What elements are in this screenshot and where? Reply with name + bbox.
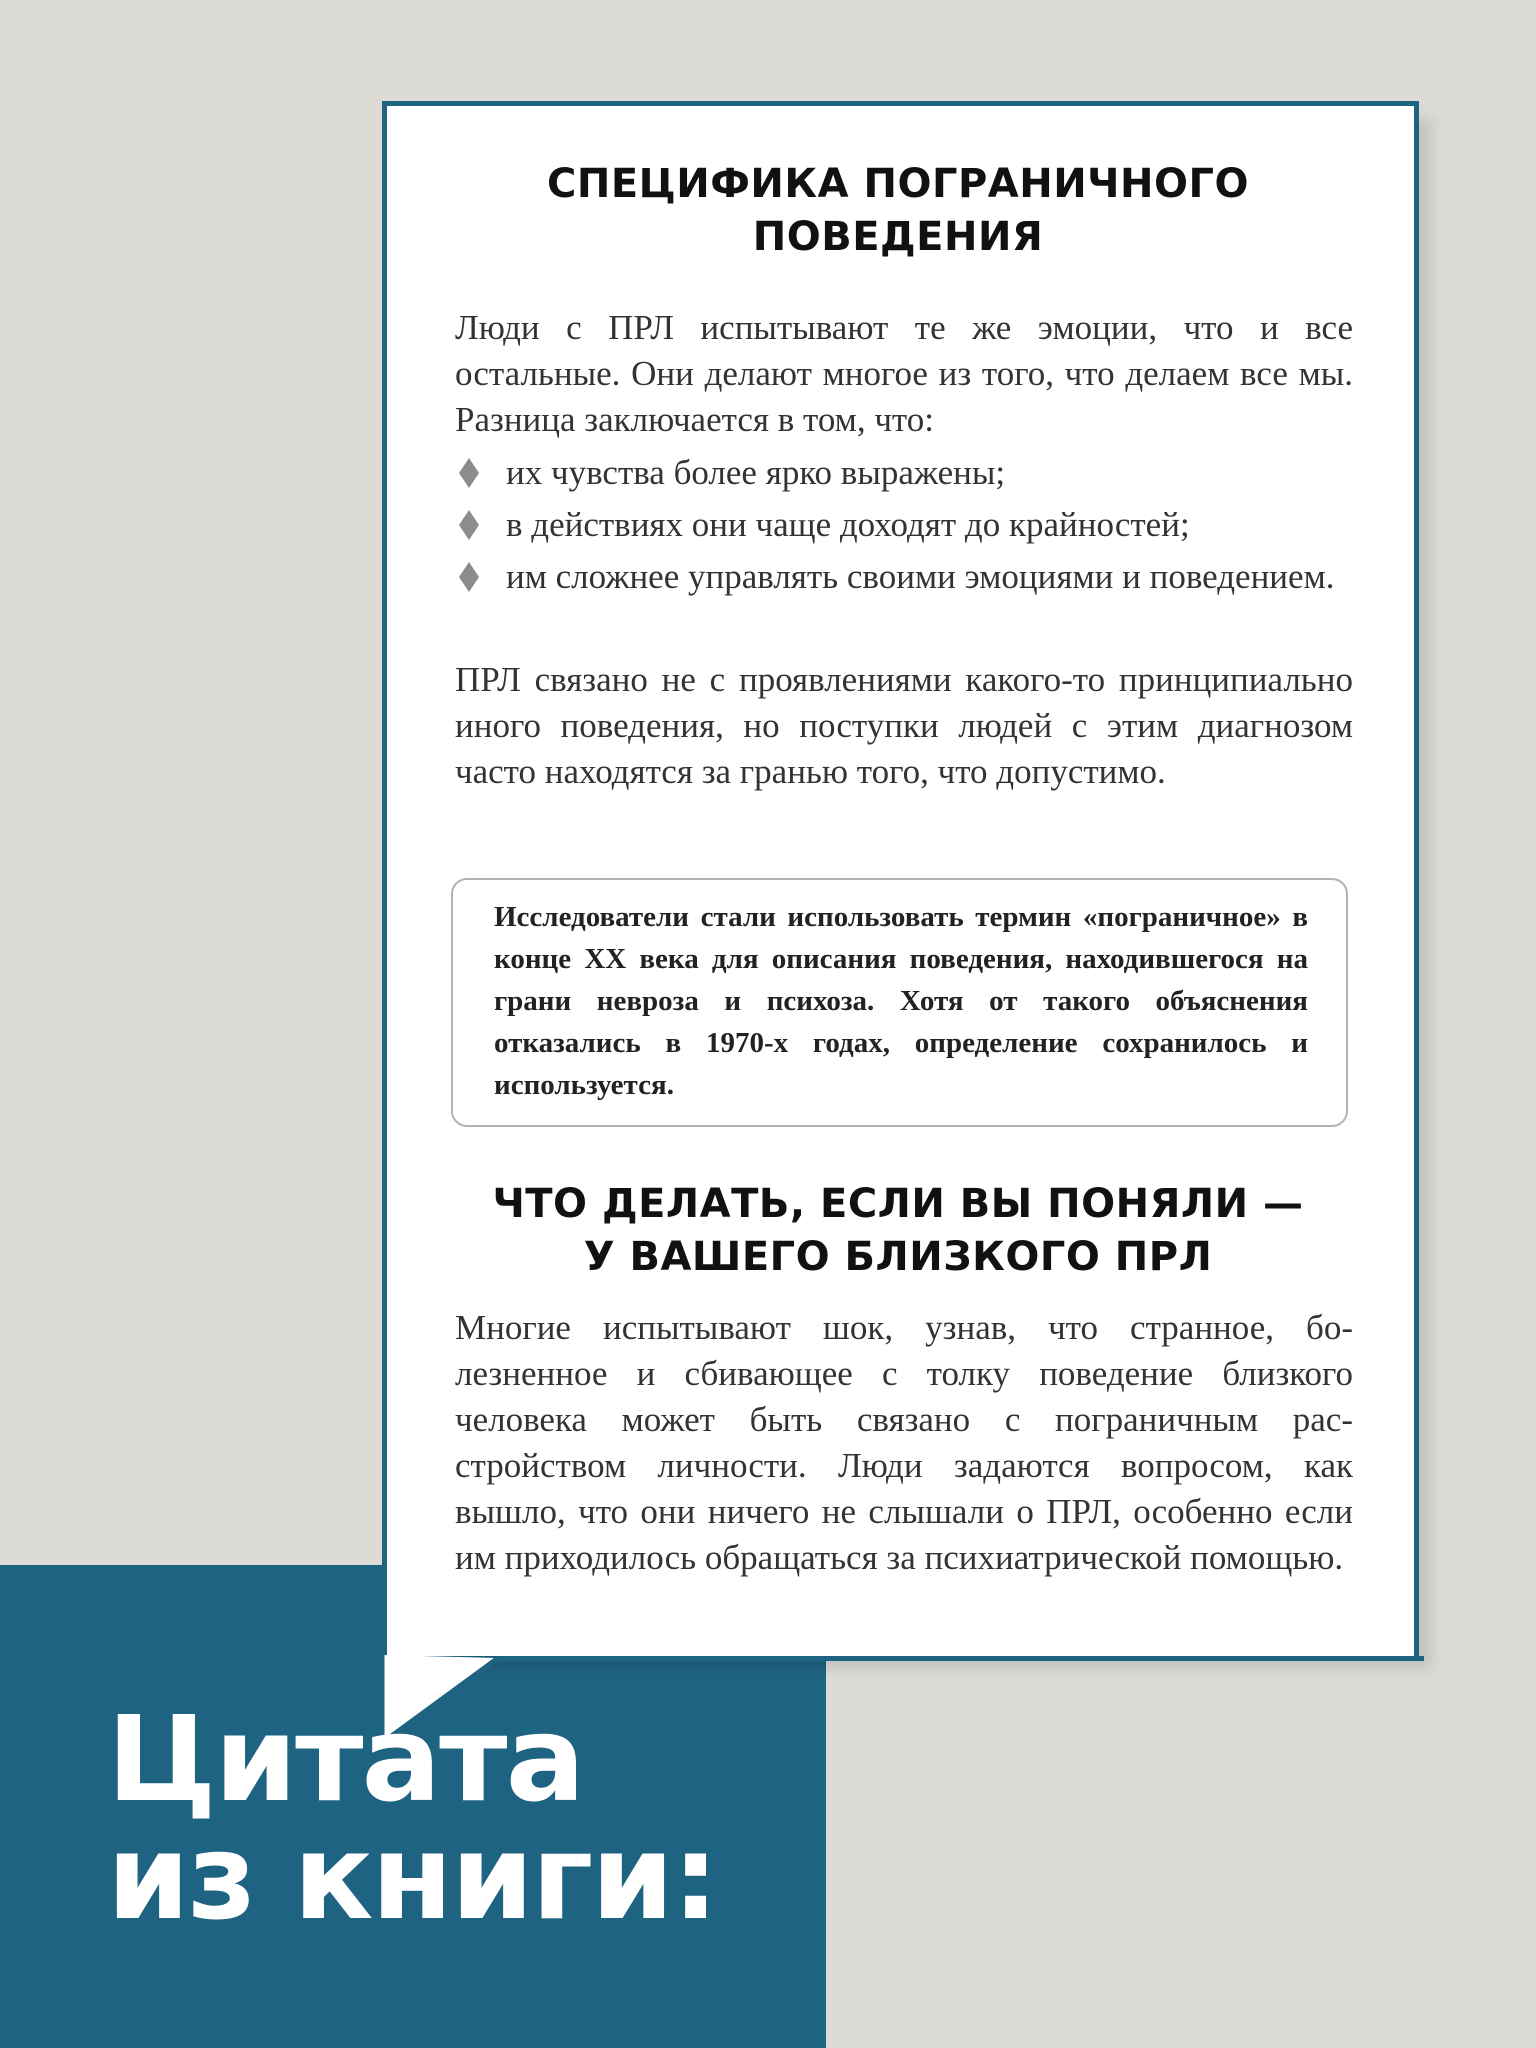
list-item-text: их чувства более ярко выражены; (506, 453, 1006, 492)
body-paragraph: ПРЛ связано не с проявлениями какого-то принципиально иного поведения, но поступки людей с этим диагнозом часто находятся за гранью того, что допустимо. (455, 660, 1353, 791)
list-item (455, 450, 1353, 496)
card-bottom-border (495, 1656, 1424, 1661)
section-heading-specifics (398, 158, 1398, 264)
list-item-text: им сложнее управлять своими эмоциями и поведением. (506, 557, 1335, 596)
diamond-bullet-icon (459, 510, 479, 540)
diamond-bullet-icon (459, 562, 479, 592)
body-paragraph: Многие испытывают шок, узнав, что странное, болезненное и сбивающее с толку поведение близкого человека может быть связано с пограничным расстройством личности. Люди задаются вопросом, как вышло, что они ничего не слышали о ПРЛ, особенно если им приходилось обращаться за психиатрической помощью. (455, 1308, 1353, 1577)
differences-list (455, 450, 1353, 606)
list-item (455, 554, 1353, 600)
heading-line: ПОВЕДЕНИЯ (752, 214, 1044, 260)
note-text: Исследователи стали использовать термин «пограничное» в конце XX века для описания поведения, находившегося на грани невроза и психоза. Хотя от такого объяснения отказались в 1970-х годах, определение сохранилось и используется. (494, 901, 1308, 1101)
caption-line: из книги: (107, 1808, 718, 1946)
heading-line: СПЕЦИФИКА ПОГРАНИЧНОГО (547, 161, 1249, 207)
section-heading-what-to-do (398, 1178, 1398, 1284)
intro-paragraph: Люди с ПРЛ испытывают те же эмоции, что и все остальные. Они делают многое из того, что делаем все мы. Разница заключается в том, что: (455, 308, 1353, 439)
list-item (455, 502, 1353, 548)
caption-line: Цитата (107, 1690, 584, 1828)
heading-line: ЧТО ДЕЛАТЬ, ЕСЛИ ВЫ ПОНЯЛИ — (492, 1181, 1304, 1227)
quote-caption (107, 1690, 718, 1946)
list-item-text: в действиях они чаще доходят до крайностей; (506, 505, 1190, 544)
heading-line: У ВАШЕГО БЛИЗКОГО ПРЛ (583, 1234, 1213, 1280)
diamond-bullet-icon (459, 458, 479, 488)
